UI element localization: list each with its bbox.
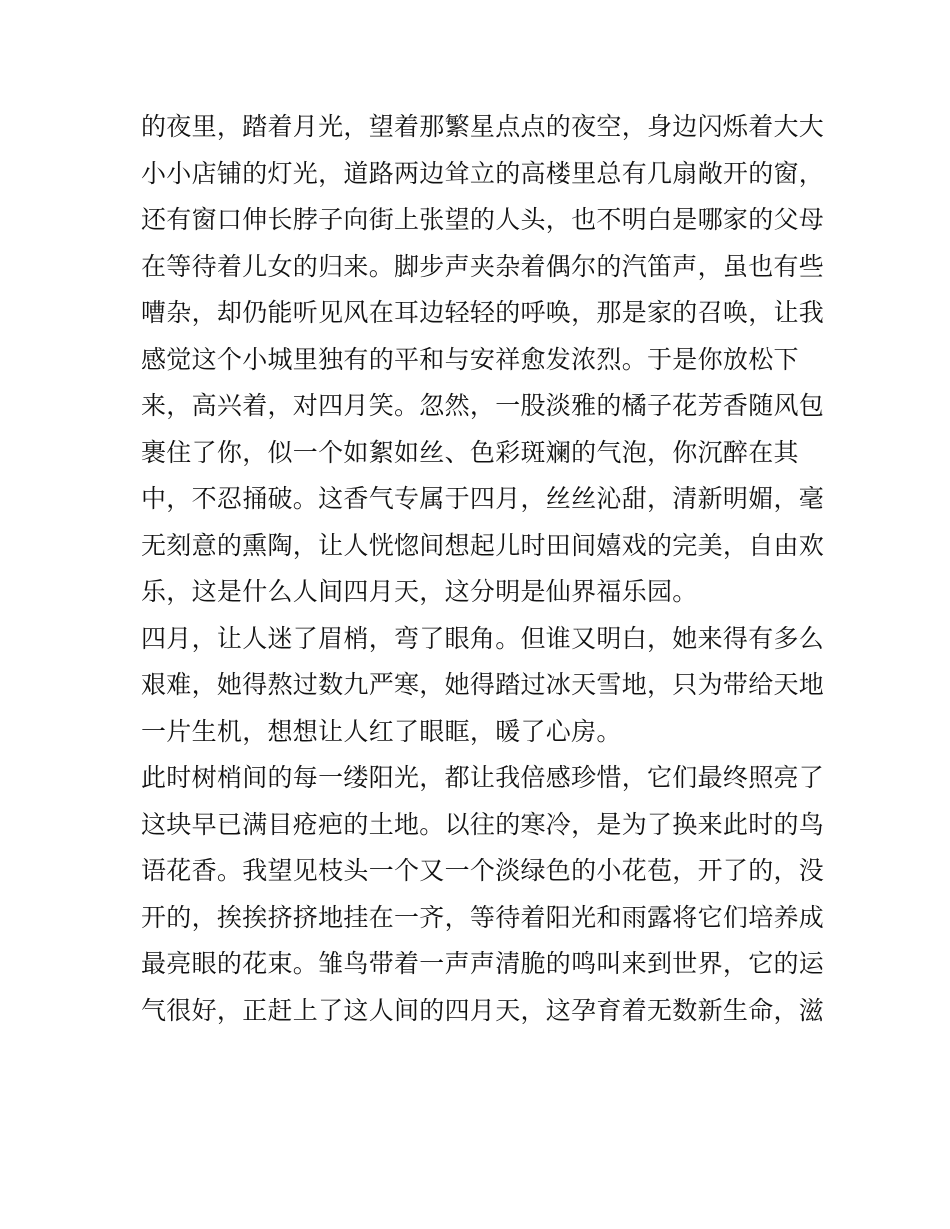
body-text — [141, 104, 825, 1034]
text-line: 语花香。我望见枝头一个又一个淡绿色的小花苞，开了的，没 — [141, 856, 825, 885]
text-line: 小小店铺的灯光，道路两边耸立的高楼里总有几扇敞开的窗， — [141, 158, 825, 188]
text-line: 感觉这个小城里独有的平和与安祥愈发浓烈。于是你放松下 — [141, 344, 799, 374]
text-line: 还有窗口伸长脖子向街上张望的人头，也不明白是哪家的父母 — [141, 205, 825, 234]
text-line: 裹住了你，似一个如絮如丝、色彩斑斓的气泡，你沉醉在其 — [141, 437, 799, 467]
text-line: 无刻意的熏陶，让人恍惚间想起儿时田间嬉戏的完美，自由欢 — [141, 530, 825, 560]
text-line: 来，高兴着，对四月笑。忽然，一股淡雅的橘子花芳香随风包 — [141, 391, 825, 420]
text-line: 四月，让人迷了眉梢，弯了眼角。但谁又明白，她来得有多么 — [141, 623, 825, 653]
text-line: 这块早已满目疮疤的土地。以往的寒冷，是为了换来此时的鸟 — [141, 809, 825, 839]
text-line: 的夜里，踏着月光，望着那繁星点点的夜空，身边闪烁着大大 — [141, 112, 825, 141]
text-line: 乐，这是什么人间四月天，这分明是仙界福乐园。 — [141, 577, 698, 606]
text-line: 此时树梢间的每一缕阳光，都让我倍感珍惜，它们最终照亮了 — [141, 763, 825, 792]
text-line: 开的，挨挨挤挤地挂在一齐，等待着阳光和雨露将它们培养成 — [141, 902, 825, 932]
text-line: 最亮眼的花束。雏鸟带着一声声清脆的鸣叫来到世界，它的运 — [141, 949, 825, 978]
text-line: 在等待着儿女的归来。脚步声夹杂着偶尔的汽笛声，虽也有些 — [141, 251, 825, 281]
text-line: 嘈杂，却仍能听见风在耳边轻轻的呼唤，那是家的召唤，让我 — [141, 298, 825, 327]
text-line: 气很好，正赶上了这人间的四月天，这孕育着无数新生命，滋 — [141, 995, 825, 1025]
text-line: 艰难，她得熬过数九严寒，她得踏过冰天雪地，只为带给天地 — [141, 670, 825, 699]
text-line: 一片生机，想想让人红了眼眶，暖了心房。 — [141, 716, 622, 746]
text-line: 中，不忍捅破。这香气专属于四月，丝丝沁甜，清新明媚，毫 — [141, 484, 825, 513]
